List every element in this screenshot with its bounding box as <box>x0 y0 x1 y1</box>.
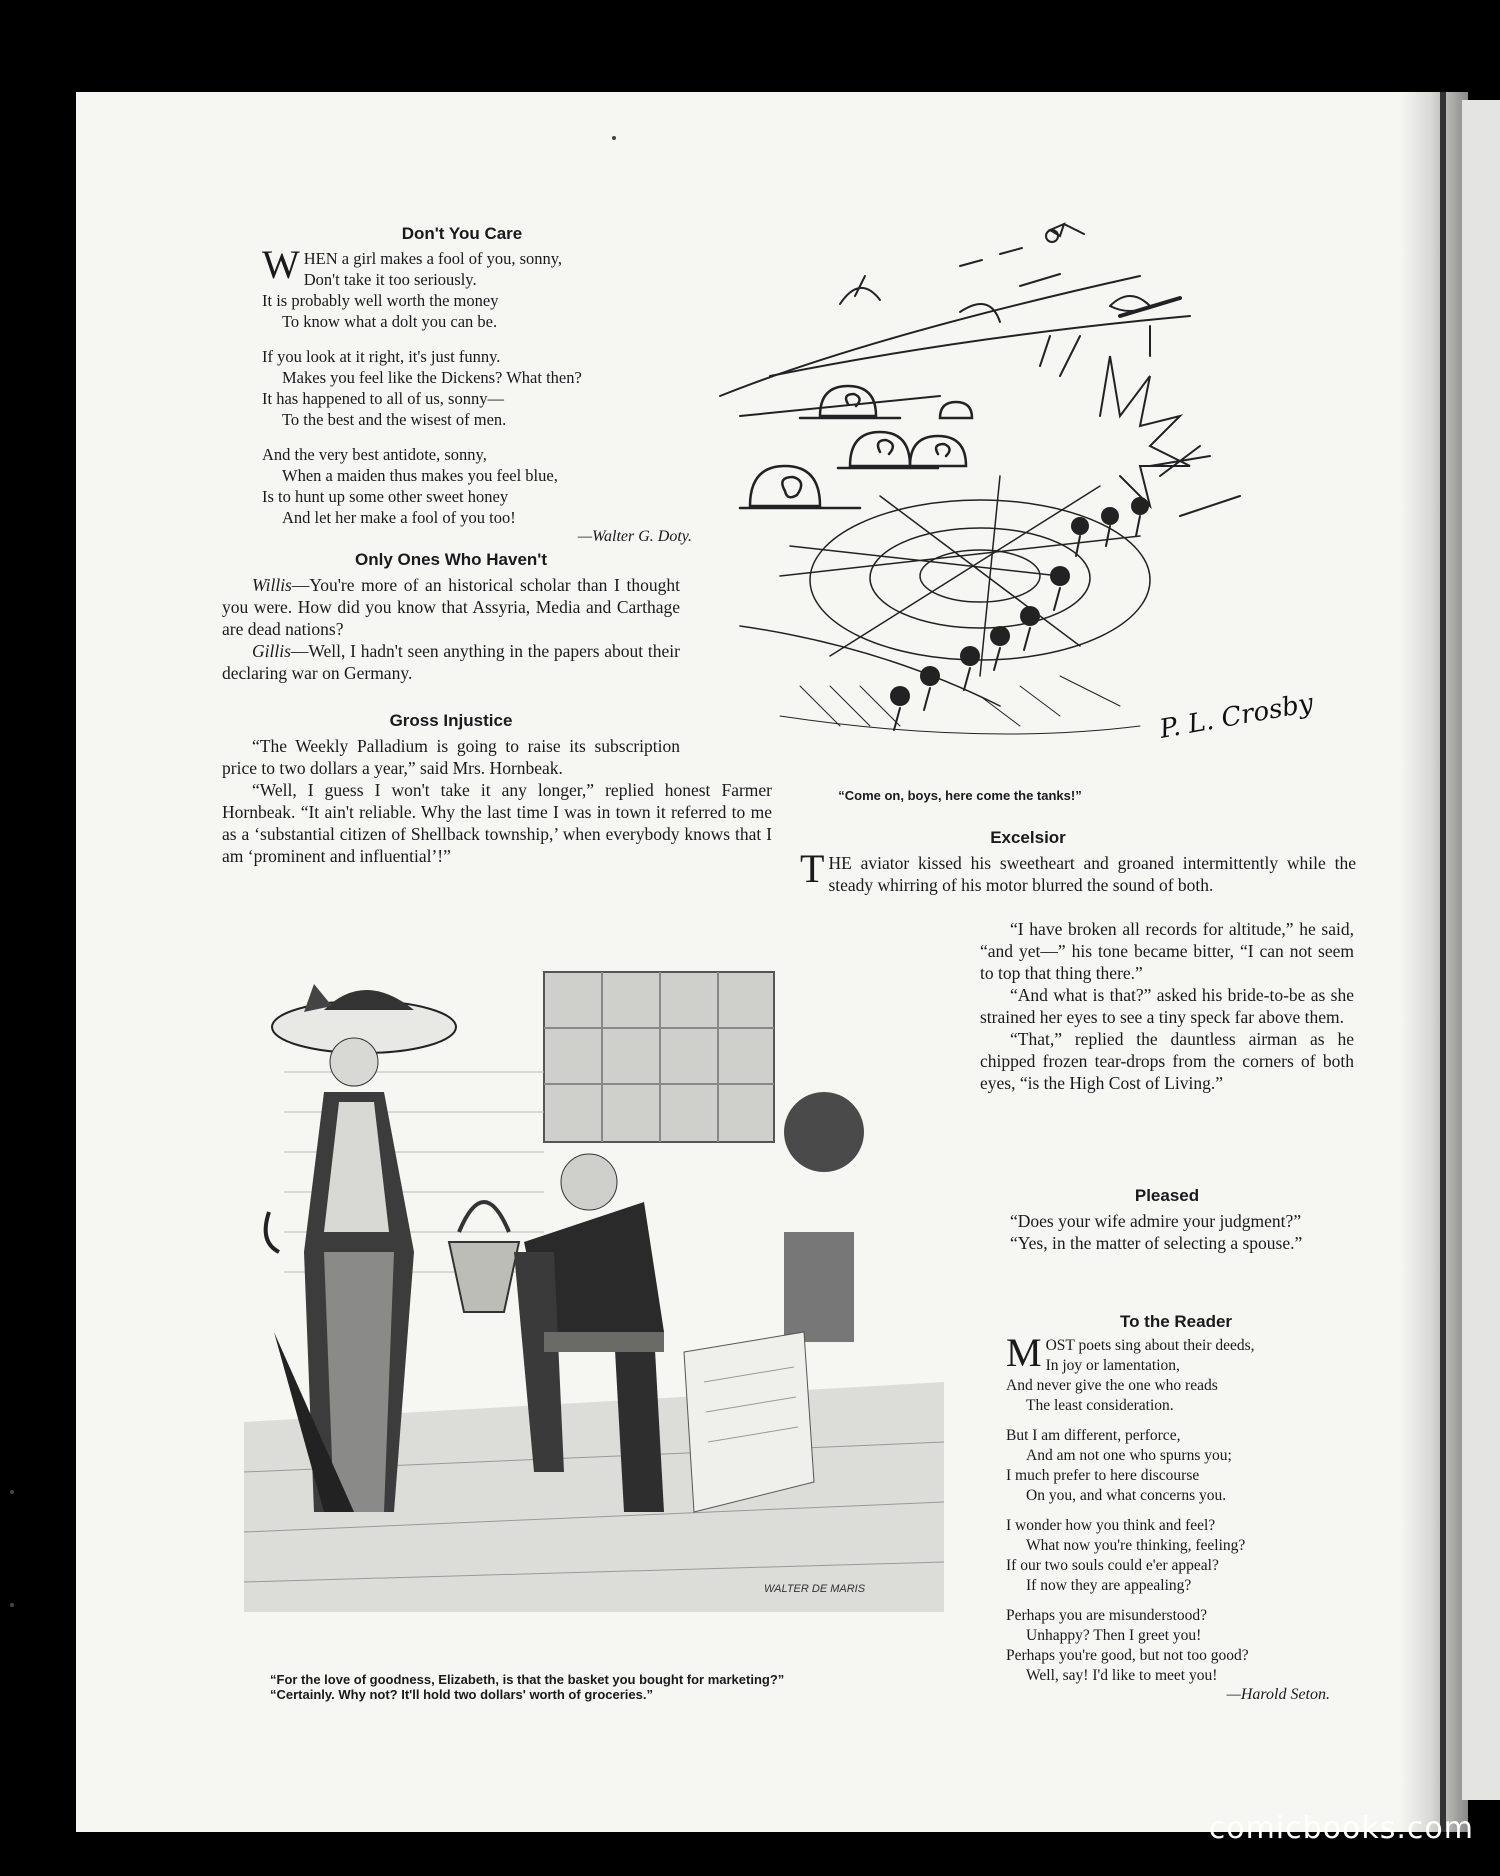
verse-line: It has happened to all of us, sonny— <box>262 389 504 408</box>
verse-line: It is probably well worth the money <box>262 291 499 310</box>
verse-line: When a maiden thus makes you feel blue, <box>282 466 558 485</box>
verse-line: And the very best antidote, sonny, <box>262 445 487 464</box>
verse-line: To the best and the wisest of men. <box>282 410 507 429</box>
joke-paragraph: “The Weekly Palladium is going to raise its subscription price to two dollars a year,” said Mrs. Hornbeak. <box>222 736 680 778</box>
caption-line: “Certainly. Why not? It'll hold two dollars' worth of groceries.” <box>270 1687 653 1702</box>
story-paragraph: “I have broken all records for altitude,” he said, “and yet—” his tone became bitter, “I can not seem to top that thing there.” <box>980 919 1354 983</box>
verse-line: HEN a girl makes a fool of you, sonny, <box>303 249 563 268</box>
poem-dont-you-care <box>262 224 692 546</box>
poem-title: To the Reader <box>1119 1312 1233 1331</box>
binding-edge <box>1440 92 1446 1832</box>
verse-line: If you look at it right, it's just funny. <box>262 347 501 366</box>
poem-title: Don't You Care <box>401 224 523 243</box>
site-watermark: comicbooks.com <box>1208 1811 1474 1846</box>
verse-line: On you, and what concerns you. <box>1026 1487 1227 1504</box>
verse-line: The least consideration. <box>1026 1397 1174 1414</box>
story-paragraph: “That,” replied the dauntless airman as he chipped frozen tear-drops from the corners of both eyes, “is the High Cost of Living.” <box>980 1029 1354 1093</box>
verse-line: To know what a dolt you can be. <box>282 312 498 331</box>
verse-line: Perhaps you are misunderstood? <box>1006 1607 1208 1624</box>
verse-line: Don't take it too seriously. <box>303 270 477 289</box>
verse-line: In joy or lamentation, <box>1045 1357 1180 1374</box>
story-title: Excelsior <box>990 828 1066 847</box>
verse-line: Well, say! I'd like to meet you! <box>1026 1667 1218 1684</box>
snail-battle-drawing <box>680 216 1340 756</box>
cartoon-signature: P. L. Crosby <box>1157 688 1316 745</box>
joke-paragraph: “Yes, in the matter of selecting a spouse.” <box>1010 1233 1303 1253</box>
verse-line: I wonder how you think and feel? <box>1006 1517 1216 1534</box>
poem-byline: —Harold Seton. <box>1226 1686 1330 1703</box>
story-paragraph: HE aviator kissed his sweetheart and groaned intermittently while the steady whirring of his motor blurred the sound of both. <box>828 853 1356 895</box>
poem-to-the-reader <box>1006 1312 1346 1704</box>
cartoon-caption: “Come on, boys, here come the tanks!” <box>838 788 1082 803</box>
verse-line: Unhappy? Then I greet you! <box>1026 1627 1202 1644</box>
illustration-basket <box>244 952 944 1640</box>
excelsior-continued <box>980 918 1354 1094</box>
illustration-caption <box>270 1672 950 1702</box>
verse-line: If now they are appealing? <box>1026 1577 1192 1594</box>
drop-cap: W <box>262 242 300 287</box>
verse-line: Makes you feel like the Dickens? What then? <box>282 368 582 387</box>
verse-line: Perhaps you're good, but not too good? <box>1006 1647 1249 1664</box>
next-page-edge <box>1462 100 1500 1800</box>
joke-title: Pleased <box>1134 1186 1200 1205</box>
caption-line: “For the love of goodness, Elizabeth, is that the basket you bought for marketing?” <box>270 1672 785 1687</box>
couple-drawing <box>244 952 944 1612</box>
joke-text: —You're more of an historical scholar than I thought you were. How did you know that Assyria, Media and Carthage are dead nations? <box>222 575 680 639</box>
joke-title: Gross Injustice <box>389 711 513 730</box>
verse-line: And am not one who spurns you; <box>1026 1447 1232 1464</box>
verse-line: If our two souls could e'er appeal? <box>1006 1557 1219 1574</box>
verse-line: Is to hunt up some other sweet honey <box>262 487 509 506</box>
joke-title: Only Ones Who Haven't <box>354 550 547 569</box>
page-curl-shadow <box>1400 92 1468 1832</box>
verse-line: I much prefer to here discourse <box>1006 1467 1200 1484</box>
illustration-signature: WALTER DE MARIS <box>764 1583 866 1595</box>
verse-line: What now you're thinking, feeling? <box>1026 1537 1246 1554</box>
print-speck <box>10 1490 14 1494</box>
story-excelsior <box>800 828 1356 896</box>
cartoon-tanks <box>680 216 1340 803</box>
joke-pleased <box>980 1186 1354 1254</box>
drop-cap: T <box>800 846 825 891</box>
print-speck <box>612 136 616 140</box>
verse-line: And let her make a fool of you too! <box>282 508 516 527</box>
joke-only-ones <box>222 550 680 684</box>
speaker-name: Willis <box>252 575 292 595</box>
joke-paragraph: “Does your wife admire your judgment?” <box>1010 1211 1302 1231</box>
verse-line: OST poets sing about their deeds, <box>1045 1337 1255 1354</box>
speaker-name: Gillis <box>252 641 291 661</box>
verse-line: But I am different, perforce, <box>1006 1427 1181 1444</box>
print-speck <box>10 1603 14 1607</box>
drop-cap: M <box>1006 1330 1042 1375</box>
verse-line: And never give the one who reads <box>1006 1377 1218 1394</box>
poem-byline: —Walter G. Doty. <box>577 528 692 545</box>
joke-text: —Well, I hadn't seen anything in the papers about their declaring war on Germany. <box>222 641 680 683</box>
story-paragraph: “And what is that?” asked his bride-to-be as she strained her eyes to see a tiny speck far above them. <box>980 985 1354 1027</box>
joke-paragraph: “Well, I guess I won't take it any longer,” replied honest Farmer Hornbeak. “It ain't reliable. Why the last time I was in town it referred to me as a ‘substantial citizen of Shellback township,’ when everybody knows that I am ‘prominent and influential’!” <box>222 780 772 866</box>
